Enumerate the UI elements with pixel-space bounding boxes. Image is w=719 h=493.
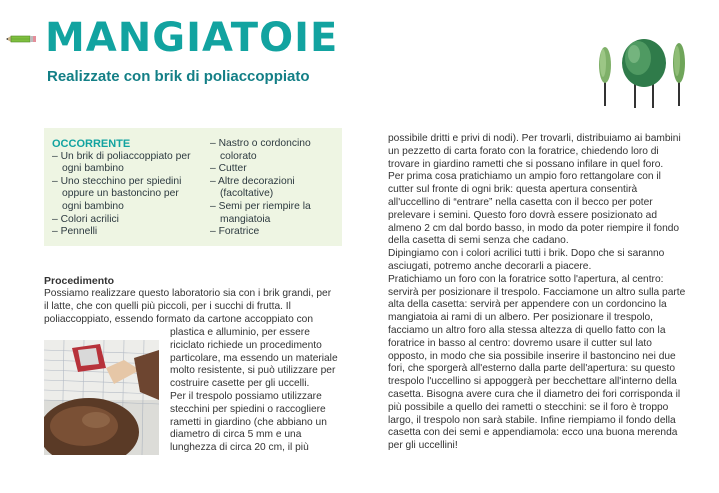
trees-illustration <box>596 30 692 110</box>
supplies-box <box>44 128 342 246</box>
procedure-intro: Possiamo realizzare questo laboratorio sia con i brik grandi, per il latte, che con quelli più piccoli, per i succhi di frutta. Il poliaccoppiato, essendo formato da cartone accoppiato con <box>44 288 332 325</box>
right-paragraph: Per prima cosa pratichiamo un ampio foro rettangolare con il cutter sul fronte di ogni brik: questa apertura consentirà all'uccellino di “entrare” nella casetta con il becco per poter prelevare i semini. Questo foro dovrà essere posizionato ad almeno 2 cm dal bordo basso, in modo da poter riempire il fondo della casetta di semi senza che cadano. <box>388 171 680 247</box>
procedure-paragraph: plastica e alluminio, per essere riciclato richiede un procedimento particolare, ma essendo un materiale molto resistente, si può utilizzare per costruire casette per gli uccelli. <box>170 327 338 390</box>
supplies-column-left <box>52 138 197 239</box>
right-paragraph: Dipingiamo con i colori acrilici tutti i brik. Dopo che si saranno asciugati, potremo anche decorarli a piacere. <box>388 248 665 272</box>
supplies-heading: OCCORRENTE <box>52 138 131 150</box>
right-paragraph: Pratichiamo un foro con la foratrice sotto l'apertura, al centro: servirà per posizionare il trespolo. Facciamone un altro sulla parte alta della casetta: servirà per appendere con un cordoncino la mangiatoia ai rami di un albero. Per posizionare il trespolo, facciamo un altro foro alla stessa altezza di quello fatto con la foratrice in basso al centro: dovremo usare il cutter sul lato opposto, in modo che sia possibile inserire il bastoncino nei due fori, che sporgerà all'esterno dalla parte dell'apertura: su questo trespolo l'uccellino si appoggerà per becchettare all'interno della casetta. Bisogna avere cura che il diametro dei fori corrisponda il più possibile a quello dei rametti o stecchini: se il foro è troppo largo, il trespolo non sarà stabile. Infine riempiamo il fondo della casetta con dei semi e appendiamola: ecco una buona merenda per gli uccellini! <box>388 273 686 452</box>
right-column <box>388 133 688 453</box>
procedure-heading: Procedimento <box>44 275 115 287</box>
page-title: MANGIATOIE <box>45 15 339 61</box>
pencil-icon <box>6 34 36 44</box>
right-paragraph: possibile dritti e privi di nodi). Per trovarli, distribuiamo ai bambini un pezzetto di carta forato con la foratrice, chiedendo loro di trovare in giardino rametti che si possano infilare in quel foro. <box>388 133 681 170</box>
supply-item: – Cutter <box>210 163 247 175</box>
supply-item: – Foratrice <box>210 226 260 238</box>
supplies-column-right <box>210 138 340 239</box>
supply-item: – Uno stecchino per spiedini oppure un bastoncino per ogni bambino <box>52 175 182 212</box>
procedure-wrap <box>170 327 338 455</box>
supply-item: – Altre decorazioni (facoltative) <box>210 175 295 200</box>
page-subtitle: Realizzate con brik di poliaccoppiato <box>47 68 310 85</box>
procedure-paragraph: Per il trespolo possiamo utilizzare stecchini per spiedini o raccogliere rametti in giardino (che abbiano un diametro di circa 5 mm e una lunghezza di circa 20 cm, il più <box>170 390 327 454</box>
child-working-photo <box>44 340 159 455</box>
supply-item: – Nastro o cordoncino colorato <box>210 138 311 162</box>
supply-item: – Semi per riempire la mangiatoia <box>210 200 311 225</box>
supply-item: – Un brik di poliaccoppiato per ogni bambino <box>52 150 191 175</box>
supply-item: – Colori acrilici <box>52 213 119 225</box>
supply-item: – Pennelli <box>52 226 98 238</box>
